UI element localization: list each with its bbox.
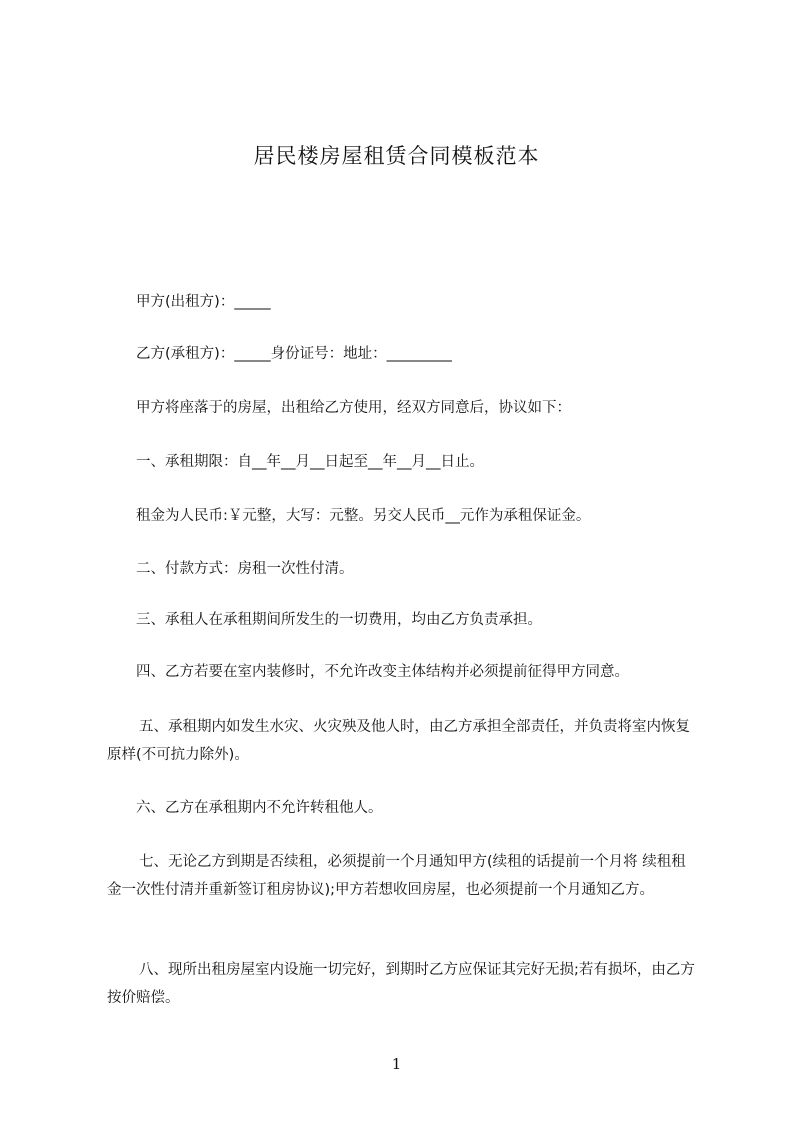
clause-3-expenses: 三、承租人在承租期间所发生的一切费用，均由乙方负责承担。 — [136, 612, 542, 628]
clause-party-b: 乙方(承租方)：_____身份证号：地址：_________ — [136, 346, 452, 362]
clause-4-renovation: 四、乙方若要在室内装修时，不允许改变主体结构并必须提前征得甲方同意。 — [136, 664, 629, 680]
clause-rent: 租金为人民币:￥元整，大写：元整。另交人民币__元作为承租保证金。 — [136, 508, 591, 524]
clause-7-renewal: 七、无论乙方到期是否续租，必须提前一个月通知甲方(续租的话提前一个月将 续租租金一次性付清并重新签订租房协议);甲方若想收回房屋，也必须提前一个月通知乙方。 — [107, 854, 686, 898]
document-title: 居民楼房屋租赁合同模板范本 — [253, 144, 540, 168]
clause-intro: 甲方将座落于的房屋，出租给乙方使用，经双方同意后，协议如下： — [136, 400, 571, 416]
clause-1-term: 一、承租期限：自__年__月__日起至__年__月__日止。 — [136, 454, 484, 470]
clause-8-facilities: 八、现所出租房屋室内设施一切完好，到期时乙方应保证其完好无损;若有损坏，由乙方按价赔偿。 — [107, 962, 695, 1006]
clause-2-payment: 二、付款方式：房租一次性付清。 — [136, 561, 354, 577]
clause-5-disaster: 五、承租期内如发生水灾、火灾殃及他人时，由乙方承担全部责任，并负责将室内恢复原样(不可抗力除外)。 — [107, 719, 690, 763]
clause-party-a: 甲方(出租方)：_____ — [136, 294, 271, 310]
clause-6-sublet: 六、乙方在承租期内不允许转租他人。 — [136, 800, 383, 816]
page-number: 1 — [391, 1055, 402, 1073]
